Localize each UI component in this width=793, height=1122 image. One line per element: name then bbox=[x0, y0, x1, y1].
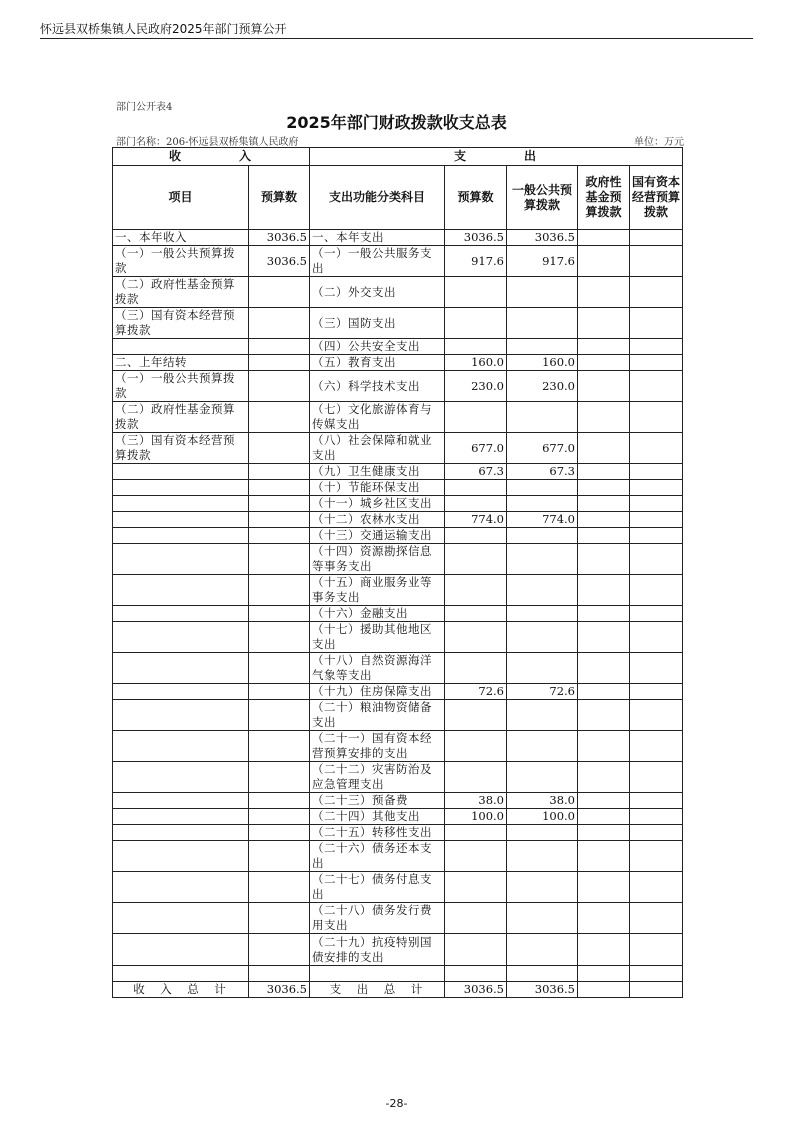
expense-amount bbox=[445, 653, 507, 684]
state-capital-amount bbox=[630, 966, 683, 982]
expense-amount bbox=[445, 606, 507, 622]
expense-amount bbox=[445, 308, 507, 339]
state-capital-amount bbox=[630, 700, 683, 731]
table-row bbox=[113, 402, 683, 433]
income-item bbox=[113, 731, 249, 762]
expense-amount bbox=[445, 528, 507, 544]
table-row bbox=[113, 308, 683, 339]
state-capital-amount bbox=[630, 246, 683, 277]
income-item: 二、上年结转 bbox=[113, 355, 249, 371]
col-item-header: 项目 bbox=[113, 166, 249, 230]
expense-item: （三）国防支出 bbox=[310, 308, 445, 339]
gov-fund-amount bbox=[578, 872, 630, 903]
expense-amount bbox=[445, 762, 507, 793]
table-row bbox=[113, 544, 683, 575]
state-capital-amount bbox=[630, 433, 683, 464]
state-capital-amount bbox=[630, 480, 683, 496]
income-amount bbox=[249, 872, 310, 903]
unit-label: 单位：万元 bbox=[634, 137, 684, 148]
income-item bbox=[113, 544, 249, 575]
general-budget-amount bbox=[507, 653, 578, 684]
general-budget-amount bbox=[507, 528, 578, 544]
expense-item: （六）科学技术支出 bbox=[310, 371, 445, 402]
expense-item: （十九）住房保障支出 bbox=[310, 684, 445, 700]
income-item: 一、本年收入 bbox=[113, 230, 249, 246]
income-amount bbox=[249, 371, 310, 402]
gov-fund-amount bbox=[578, 464, 630, 480]
gov-fund-amount bbox=[578, 246, 630, 277]
table-row bbox=[113, 841, 683, 872]
table-row bbox=[113, 966, 683, 982]
general-budget-amount bbox=[507, 731, 578, 762]
general-budget-amount: 38.0 bbox=[507, 793, 578, 809]
gov-fund-amount bbox=[578, 606, 630, 622]
general-budget-amount: 774.0 bbox=[507, 512, 578, 528]
expense-item: （十四）资源勘探信息等事务支出 bbox=[310, 544, 445, 575]
expense-item: （二十一）国有资本经营预算安排的支出 bbox=[310, 731, 445, 762]
expense-item: （二十五）转移性支出 bbox=[310, 825, 445, 841]
income-section-header: 收 入 bbox=[113, 148, 310, 166]
expense-amount bbox=[445, 575, 507, 606]
expense-item: （二十四）其他支出 bbox=[310, 809, 445, 825]
expense-item: （二十二）灾害防治及应急管理支出 bbox=[310, 762, 445, 793]
table-row bbox=[113, 622, 683, 653]
income-amount bbox=[249, 528, 310, 544]
expense-item: （九）卫生健康支出 bbox=[310, 464, 445, 480]
table-row bbox=[113, 700, 683, 731]
gov-fund-amount bbox=[578, 809, 630, 825]
table-row bbox=[113, 872, 683, 903]
income-item bbox=[113, 966, 249, 982]
table-row bbox=[113, 433, 683, 464]
state-capital-amount bbox=[630, 544, 683, 575]
total-row bbox=[113, 982, 683, 998]
table-row bbox=[113, 825, 683, 841]
state-capital-amount bbox=[630, 653, 683, 684]
income-amount bbox=[249, 402, 310, 433]
gov-fund-amount bbox=[578, 512, 630, 528]
income-amount bbox=[249, 653, 310, 684]
income-amount bbox=[249, 575, 310, 606]
expense-amount bbox=[445, 841, 507, 872]
gov-fund-amount bbox=[578, 433, 630, 464]
gov-fund-amount bbox=[578, 339, 630, 355]
table-row bbox=[113, 934, 683, 966]
gov-fund-amount bbox=[578, 402, 630, 433]
table-row bbox=[113, 606, 683, 622]
income-amount: 3036.5 bbox=[249, 230, 310, 246]
gov-fund-amount bbox=[578, 528, 630, 544]
expense-item: （十七）援助其他地区支出 bbox=[310, 622, 445, 653]
gov-fund-amount bbox=[578, 371, 630, 402]
state-capital-amount bbox=[630, 903, 683, 934]
table-row bbox=[113, 684, 683, 700]
table-row bbox=[113, 575, 683, 606]
general-budget-amount bbox=[507, 480, 578, 496]
form-number: 部门公开表4 bbox=[116, 102, 173, 113]
income-amount bbox=[249, 433, 310, 464]
income-item bbox=[113, 762, 249, 793]
gov-fund-amount bbox=[578, 841, 630, 872]
expense-item bbox=[310, 966, 445, 982]
table-row bbox=[113, 731, 683, 762]
gov-fund-amount bbox=[578, 653, 630, 684]
income-item bbox=[113, 872, 249, 903]
income-amount bbox=[249, 496, 310, 512]
page-header: 怀远县双桥集镇人民政府2025年部门预算公开 bbox=[40, 22, 287, 36]
income-amount bbox=[249, 793, 310, 809]
gov-fund-amount bbox=[578, 308, 630, 339]
expense-amount bbox=[445, 496, 507, 512]
col-function-header: 支出功能分类科目 bbox=[310, 166, 445, 230]
header-divider bbox=[40, 38, 753, 39]
expense-item: （二）外交支出 bbox=[310, 277, 445, 308]
general-budget-amount bbox=[507, 622, 578, 653]
income-amount bbox=[249, 966, 310, 982]
income-item bbox=[113, 606, 249, 622]
income-item bbox=[113, 903, 249, 934]
expense-amount bbox=[445, 544, 507, 575]
general-budget-amount: 3036.5 bbox=[507, 230, 578, 246]
gov-fund-amount bbox=[578, 934, 630, 966]
expense-amount: 160.0 bbox=[445, 355, 507, 371]
income-total-amount: 3036.5 bbox=[249, 982, 310, 998]
state-capital-amount bbox=[630, 762, 683, 793]
table-row bbox=[113, 464, 683, 480]
gov-fund-amount bbox=[578, 496, 630, 512]
expense-amount bbox=[445, 622, 507, 653]
income-item: （一）一般公共预算拨款 bbox=[113, 246, 249, 277]
income-amount bbox=[249, 762, 310, 793]
general-budget-amount bbox=[507, 496, 578, 512]
general-budget-amount: 72.6 bbox=[507, 684, 578, 700]
general-budget-amount: 100.0 bbox=[507, 809, 578, 825]
gov-fund-amount bbox=[578, 966, 630, 982]
income-amount bbox=[249, 277, 310, 308]
expense-amount bbox=[445, 825, 507, 841]
expense-amount bbox=[445, 731, 507, 762]
income-item bbox=[113, 684, 249, 700]
expense-item: （十五）商业服务业等事务支出 bbox=[310, 575, 445, 606]
col-gov-fund-header: 政府性基金预算拨款 bbox=[578, 166, 630, 230]
income-amount bbox=[249, 700, 310, 731]
gov-fund-amount bbox=[578, 230, 630, 246]
state-capital-amount bbox=[630, 934, 683, 966]
income-item bbox=[113, 700, 249, 731]
budget-table bbox=[112, 147, 683, 998]
state-capital-amount bbox=[630, 339, 683, 355]
state-capital-amount bbox=[630, 496, 683, 512]
state-capital-amount bbox=[630, 355, 683, 371]
gov-fund-amount bbox=[578, 762, 630, 793]
table-row bbox=[113, 339, 683, 355]
income-amount bbox=[249, 825, 310, 841]
page-number: -28- bbox=[385, 1097, 408, 1110]
state-capital-amount bbox=[630, 684, 683, 700]
income-item bbox=[113, 793, 249, 809]
income-amount bbox=[249, 355, 310, 371]
state-capital-amount bbox=[630, 872, 683, 903]
expense-item: （二十）粮油物资储备支出 bbox=[310, 700, 445, 731]
income-item bbox=[113, 339, 249, 355]
table-row bbox=[113, 793, 683, 809]
expense-amount: 72.6 bbox=[445, 684, 507, 700]
expense-item: （十六）金融支出 bbox=[310, 606, 445, 622]
general-budget-amount bbox=[507, 825, 578, 841]
income-item bbox=[113, 575, 249, 606]
general-budget-amount bbox=[507, 277, 578, 308]
income-item bbox=[113, 653, 249, 684]
income-amount bbox=[249, 903, 310, 934]
expense-item: （十三）交通运输支出 bbox=[310, 528, 445, 544]
income-amount bbox=[249, 544, 310, 575]
expense-total-label: 支 出 总 计 bbox=[310, 982, 445, 998]
expense-item: （五）教育支出 bbox=[310, 355, 445, 371]
income-item bbox=[113, 512, 249, 528]
expense-item: （十）节能环保支出 bbox=[310, 480, 445, 496]
col-state-capital-header: 国有资本经营预算拨款 bbox=[630, 166, 683, 230]
general-budget-amount: 230.0 bbox=[507, 371, 578, 402]
income-item bbox=[113, 841, 249, 872]
state-capital-amount bbox=[630, 809, 683, 825]
income-amount bbox=[249, 731, 310, 762]
income-total-label: 收 入 总 计 bbox=[113, 982, 249, 998]
gov-fund-amount bbox=[578, 355, 630, 371]
income-amount bbox=[249, 339, 310, 355]
expense-amount: 230.0 bbox=[445, 371, 507, 402]
state-capital-amount bbox=[630, 371, 683, 402]
state-capital-amount bbox=[630, 575, 683, 606]
expense-item: （十一）城乡社区支出 bbox=[310, 496, 445, 512]
general-budget-amount bbox=[507, 339, 578, 355]
state-capital-amount bbox=[630, 402, 683, 433]
general-budget-amount bbox=[507, 544, 578, 575]
income-item bbox=[113, 825, 249, 841]
state-capital-amount bbox=[630, 308, 683, 339]
table-row bbox=[113, 512, 683, 528]
general-budget-amount bbox=[507, 700, 578, 731]
income-amount bbox=[249, 480, 310, 496]
income-amount bbox=[249, 622, 310, 653]
gov-fund-amount bbox=[578, 575, 630, 606]
income-item: （三）国有资本经营预算拨款 bbox=[113, 308, 249, 339]
income-item: （一）一般公共预算拨款 bbox=[113, 371, 249, 402]
income-amount bbox=[249, 606, 310, 622]
table-row bbox=[113, 528, 683, 544]
expense-amount bbox=[445, 934, 507, 966]
table-row bbox=[113, 809, 683, 825]
table-row bbox=[113, 371, 683, 402]
general-budget-amount: 677.0 bbox=[507, 433, 578, 464]
income-amount bbox=[249, 934, 310, 966]
gov-fund-amount bbox=[578, 731, 630, 762]
gov-fund-amount bbox=[578, 622, 630, 653]
state-capital-amount bbox=[630, 825, 683, 841]
income-item: （三）国有资本经营预算拨款 bbox=[113, 433, 249, 464]
table-row bbox=[113, 246, 683, 277]
expense-section-header: 支 出 bbox=[310, 148, 683, 166]
table-row bbox=[113, 480, 683, 496]
general-budget-amount bbox=[507, 762, 578, 793]
income-amount bbox=[249, 512, 310, 528]
col-budget2-header: 预算数 bbox=[445, 166, 507, 230]
general-budget-amount bbox=[507, 575, 578, 606]
general-budget-amount bbox=[507, 606, 578, 622]
state-capital-amount bbox=[630, 230, 683, 246]
expense-item: （十二）农林水支出 bbox=[310, 512, 445, 528]
general-budget-amount: 67.3 bbox=[507, 464, 578, 480]
gov-fund-amount bbox=[578, 903, 630, 934]
expense-item: （二十九）抗疫特别国债安排的支出 bbox=[310, 934, 445, 966]
col-budget-header: 预算数 bbox=[249, 166, 310, 230]
expense-item: （二十六）债务还本支出 bbox=[310, 841, 445, 872]
table-row bbox=[113, 762, 683, 793]
income-item bbox=[113, 622, 249, 653]
expense-amount: 677.0 bbox=[445, 433, 507, 464]
general-budget-amount bbox=[507, 903, 578, 934]
expense-item: （七）文化旅游体育与传媒支出 bbox=[310, 402, 445, 433]
general-budget-amount bbox=[507, 872, 578, 903]
state-capital-amount bbox=[630, 841, 683, 872]
state-capital-amount bbox=[630, 512, 683, 528]
income-amount bbox=[249, 841, 310, 872]
state-capital-amount bbox=[630, 528, 683, 544]
income-amount: 3036.5 bbox=[249, 246, 310, 277]
general-budget-amount bbox=[507, 308, 578, 339]
expense-item: （四）公共安全支出 bbox=[310, 339, 445, 355]
table-row bbox=[113, 355, 683, 371]
general-budget-amount bbox=[507, 934, 578, 966]
gov-fund-amount bbox=[578, 793, 630, 809]
table-row bbox=[113, 496, 683, 512]
expense-amount: 774.0 bbox=[445, 512, 507, 528]
state-capital-amount bbox=[630, 277, 683, 308]
general-budget-total: 3036.5 bbox=[507, 982, 578, 998]
gov-fund-amount bbox=[578, 825, 630, 841]
expense-amount bbox=[445, 480, 507, 496]
income-item: （二）政府性基金预算拨款 bbox=[113, 277, 249, 308]
expense-amount: 38.0 bbox=[445, 793, 507, 809]
table-row bbox=[113, 230, 683, 246]
expense-item: （一）一般公共服务支出 bbox=[310, 246, 445, 277]
general-budget-amount bbox=[507, 402, 578, 433]
gov-fund-amount bbox=[578, 684, 630, 700]
expense-amount bbox=[445, 277, 507, 308]
income-amount bbox=[249, 684, 310, 700]
gov-fund-amount bbox=[578, 277, 630, 308]
expense-amount: 67.3 bbox=[445, 464, 507, 480]
expense-amount bbox=[445, 872, 507, 903]
income-item bbox=[113, 464, 249, 480]
general-budget-amount: 160.0 bbox=[507, 355, 578, 371]
expense-item: （十八）自然资源海洋气象等支出 bbox=[310, 653, 445, 684]
income-item bbox=[113, 496, 249, 512]
general-budget-amount bbox=[507, 841, 578, 872]
income-amount bbox=[249, 308, 310, 339]
income-item bbox=[113, 528, 249, 544]
income-amount bbox=[249, 809, 310, 825]
table-body bbox=[113, 230, 683, 982]
expense-item: 一、本年支出 bbox=[310, 230, 445, 246]
expense-amount: 917.6 bbox=[445, 246, 507, 277]
expense-amount: 100.0 bbox=[445, 809, 507, 825]
department-name: 部门名称：206-怀远县双桥集镇人民政府 bbox=[116, 137, 299, 148]
expense-amount bbox=[445, 903, 507, 934]
state-capital-amount bbox=[630, 464, 683, 480]
expense-item: （八）社会保障和就业支出 bbox=[310, 433, 445, 464]
expense-item: （二十七）债务付息支出 bbox=[310, 872, 445, 903]
expense-item: （二十八）债务发行费用支出 bbox=[310, 903, 445, 934]
expense-amount: 3036.5 bbox=[445, 230, 507, 246]
table-row bbox=[113, 277, 683, 308]
expense-total-amount: 3036.5 bbox=[445, 982, 507, 998]
gov-fund-amount bbox=[578, 700, 630, 731]
expense-amount bbox=[445, 700, 507, 731]
state-capital-amount bbox=[630, 731, 683, 762]
income-item: （二）政府性基金预算拨款 bbox=[113, 402, 249, 433]
income-item bbox=[113, 480, 249, 496]
income-item bbox=[113, 809, 249, 825]
state-capital-total bbox=[630, 982, 683, 998]
table-title: 2025年部门财政拨款收支总表 bbox=[286, 113, 507, 132]
table-row bbox=[113, 653, 683, 684]
state-capital-amount bbox=[630, 622, 683, 653]
expense-item: （二十三）预备费 bbox=[310, 793, 445, 809]
state-capital-amount bbox=[630, 793, 683, 809]
expense-amount bbox=[445, 966, 507, 982]
income-item bbox=[113, 934, 249, 966]
gov-fund-amount bbox=[578, 544, 630, 575]
income-amount bbox=[249, 464, 310, 480]
gov-fund-total bbox=[578, 982, 630, 998]
general-budget-amount bbox=[507, 966, 578, 982]
col-general-budget-header: 一般公共预算拨款 bbox=[507, 166, 578, 230]
general-budget-amount: 917.6 bbox=[507, 246, 578, 277]
expense-amount bbox=[445, 402, 507, 433]
expense-amount bbox=[445, 339, 507, 355]
gov-fund-amount bbox=[578, 480, 630, 496]
state-capital-amount bbox=[630, 606, 683, 622]
table-row bbox=[113, 903, 683, 934]
